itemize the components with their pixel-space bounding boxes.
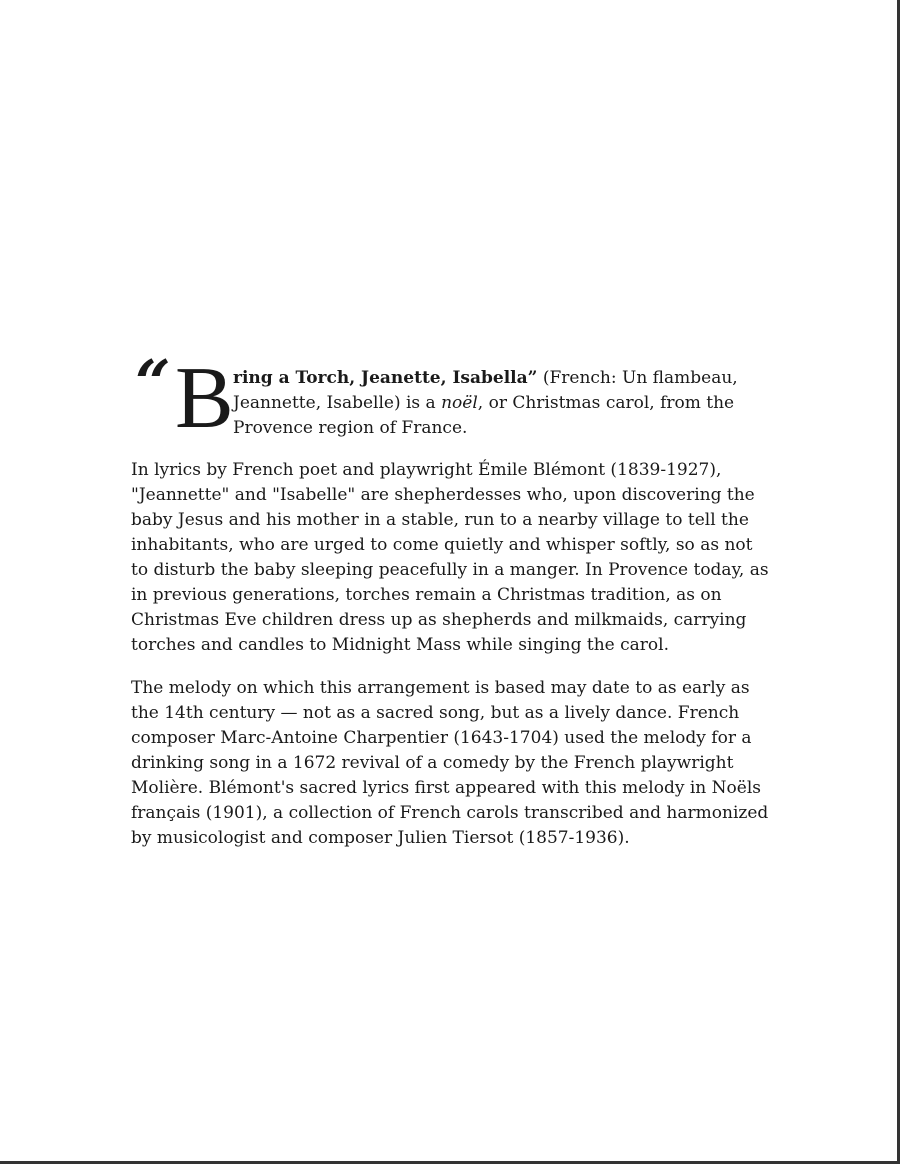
dropcap-letter: B	[175, 350, 234, 447]
intro-italic-word: noël	[441, 393, 478, 413]
open-quote-mark: “	[135, 346, 171, 419]
text-body	[131, 346, 771, 869]
lyrics-history-paragraph: In lyrics by French poet and playwright Émile Blémont (1839-1927), "Jeannette" and "Isabelle" are shepherdesses who, upon discovering the baby Jesus and his mother in a stable, run to a nearby village to tell the inhabitants, who are urged to come quietly and whisper softly, so as not to disturb the baby sleeping peacefully in a manger. In Provence today, as in previous generations, torches remain a Christmas tradition, as on Christmas Eve children dress up as shepherds and milkmaids, carrying torches and candles to Midnight Mass while singing the carol.	[131, 460, 769, 655]
intro-text-2: , or Christmas carol, from the Provence region of France.	[233, 393, 735, 438]
melody-history-paragraph: The melody on which this arrangement is based may date to as early as the 14th century — not as a sacred song, but as a lively dance. French composer Marc-Antoine Charpentier (1643-1704) used the melody for a drinking song in a 1672 revival of a comedy by the French playwright Molière. Blémont's sacred lyrics first appeared with this melody in Noëls français (1901), a collection of French carols transcribed and harmonized by musicologist and composer Julien Tiersot (1857-1936).	[131, 678, 769, 848]
dropcap-group	[135, 346, 234, 447]
carol-title: ring a Torch, Jeanette, Isabella”	[233, 368, 538, 388]
intro-text-1: (French: Un flambeau, Jeannette, Isabelle) is a	[233, 368, 738, 413]
intro-paragraph	[131, 346, 771, 447]
